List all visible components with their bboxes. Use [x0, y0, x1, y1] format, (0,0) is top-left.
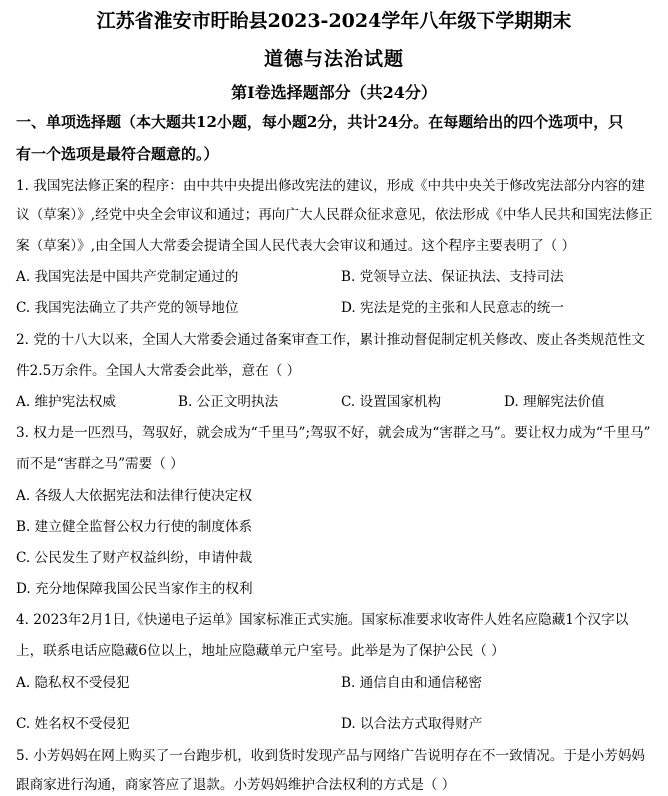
section-title: 第I卷选择题部分（共24分）	[231, 83, 437, 102]
question-4-option-d: D. 以合法方式取得财产	[341, 716, 483, 732]
question-1-option-c: C. 我国宪法确立了共产党的领导地位	[16, 300, 239, 316]
exam-title: 江苏省淮安市盱眙县2023-2024学年八年级下学期期末	[96, 10, 572, 32]
question-2-option-c: C. 设置国家机构	[341, 394, 442, 410]
question-1-line-2: 议（草案）》,经党中央全会审议和通过；再向广大人民群众征求意见，依法形成《中华人民共和国宪法修正	[16, 207, 653, 223]
question-4-line-1: 4. 2023年2月1日,《快递电子运单》国家标准正式实施。国家标准要求收寄件人姓名应隐藏1个汉字以	[16, 612, 629, 628]
question-1-line-1: 1. 我国宪法修正案的程序：由中共中央提出修改宪法的建议，形成《中共中央关于修改宪法部分内容的建	[16, 178, 646, 194]
question-3-line-1: 3. 权力是一匹烈马，驾驭好，就会成为“千里马”;驾驭不好，就会成为“害群之马”。要让权力成为“千里马”	[16, 425, 651, 441]
subject-title: 道德与法治试题	[263, 48, 404, 70]
question-4-option-b: B. 通信自由和通信秘密	[341, 675, 482, 691]
question-4-line-2: 上，联系电话应隐藏6位以上，地址应隐藏单元户室号。此举是为了保护公民（ ）	[16, 643, 505, 659]
question-5-line-1: 5. 小芳妈妈在网上购买了一台跑步机，收到货时发现产品与网络广告说明存在不一致情况。于是小芳妈妈	[16, 748, 646, 764]
question-3-option-c: C. 公民发生了财产权益纠纷，申请仲裁	[16, 550, 253, 566]
question-3-line-2: 而不是“害群之马”需要（ ）	[16, 456, 184, 472]
question-3-option-d: D. 充分地保障我国公民当家作主的权利	[16, 581, 253, 597]
question-2-option-b: B. 公正文明执法	[178, 394, 279, 410]
question-2-option-a: A. 维护宪法权威	[16, 394, 117, 410]
question-2-option-d: D. 理解宪法价值	[504, 394, 605, 410]
question-2-line-2: 件2.5万余件。全国人大常委会此举，意在（ ）	[16, 363, 301, 379]
question-1-option-d: D. 宪法是党的主张和人民意志的统一	[341, 300, 564, 316]
question-4-option-c: C. 姓名权不受侵犯	[16, 716, 130, 732]
question-1-line-3: 案（草案）》,由全国人大常委会提请全国人民代表大会审议和通过。这个程序主要表明了（ ）	[16, 238, 576, 254]
question-5-line-2: 跟商家进行沟通，商家答应了退款。小芳妈妈维护合法权利的方式是（ ）	[16, 777, 456, 793]
instructions-line-1: 一、单项选择题（本大题共12小题，每小题2分，共计24分。在每题给出的四个选项中，只	[16, 113, 624, 131]
question-1-option-a: A. 我国宪法是中国共产党制定通过的	[16, 269, 239, 285]
question-3-option-b: B. 建立健全监督公权力行使的制度体系	[16, 519, 253, 535]
instructions-line-2: 有一个选项是最符合题意的。）	[16, 145, 219, 163]
question-4-option-a: A. 隐私权不受侵犯	[16, 675, 130, 691]
question-1-option-b: B. 党领导立法、保证执法、支持司法	[341, 269, 564, 285]
question-2-line-1: 2. 党的十八大以来，全国人大常委会通过备案审查工作，累计推动督促制定机关修改、废止各类规范性文	[16, 332, 646, 348]
question-3-option-a: A. 各级人大依据宪法和法律行使决定权	[16, 488, 252, 504]
